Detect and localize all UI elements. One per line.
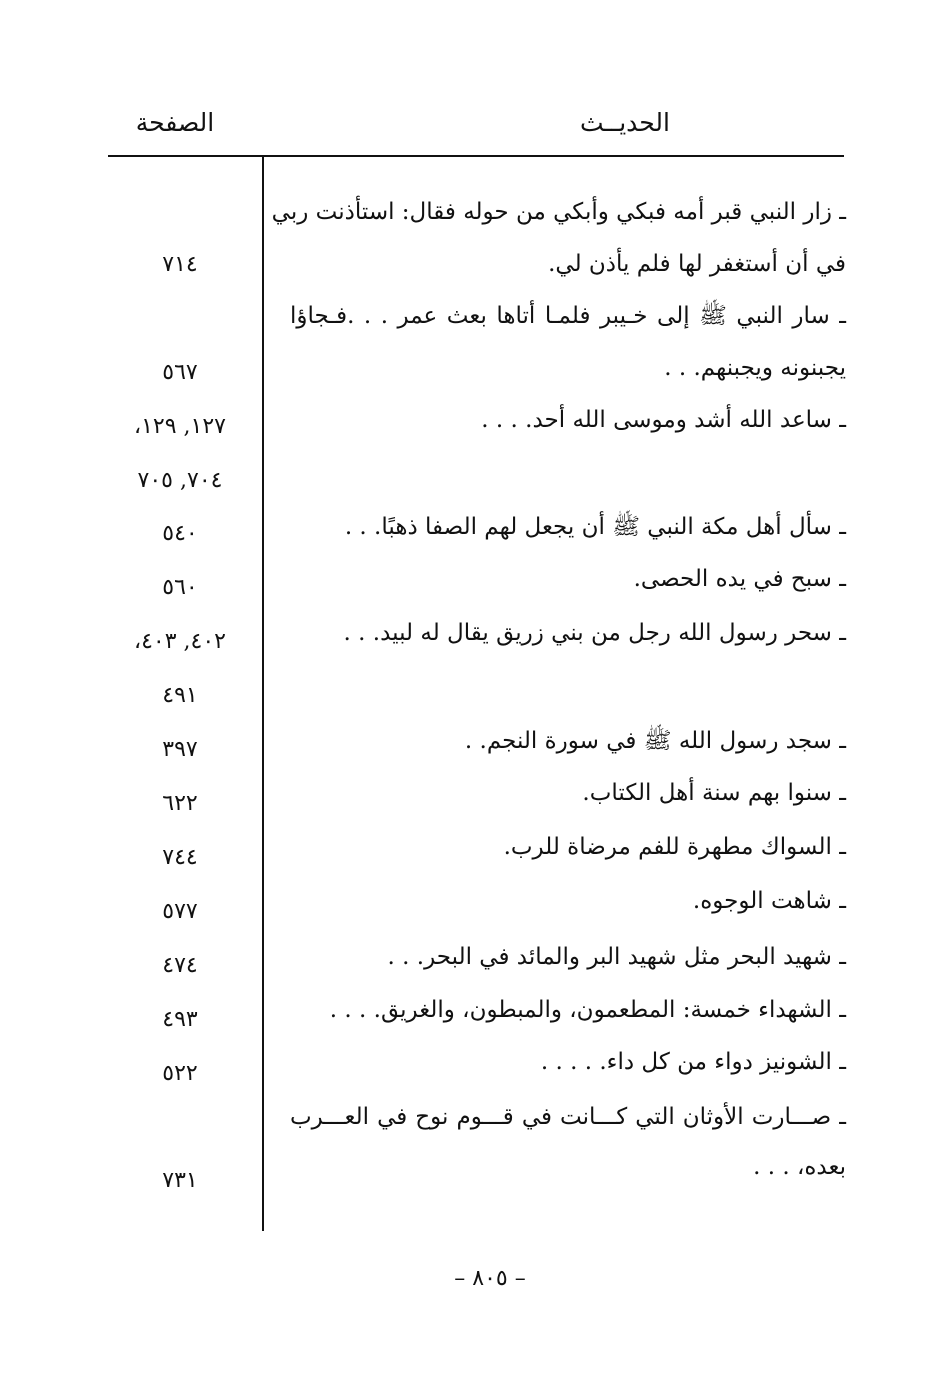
page-number: ٣٩٧ bbox=[162, 737, 198, 762]
hadith-line: ـ سنوا بهم سنة أهل الكتاب. bbox=[582, 780, 846, 806]
hadith-line: يجبنونه ويجبنهم. . . bbox=[664, 355, 846, 381]
page-number: ١٢٧, ١٢٩، bbox=[133, 414, 226, 439]
hadith-line: ـ سبح في يده الحصى. bbox=[633, 566, 846, 592]
hadith-line: في أن أستغفر لها فلم يأذن لي. bbox=[548, 251, 846, 277]
page-number: ٧١٤ bbox=[162, 252, 198, 277]
page-number: ٤٧٤ bbox=[162, 953, 198, 978]
hadith-line: ـ الشونيز دواء من كل داء. . . . . bbox=[540, 1049, 846, 1075]
hadith-line: ـ صـــارت الأوثان التي كـــانت في قـــوم نوح في العـــرب bbox=[290, 1104, 846, 1130]
hadith-line: ـ سأل أهل مكة النبي ﷺ أن يجعل لهم الصفا ذهبًا. . . bbox=[344, 514, 846, 540]
page-number: ٤٠٢, ٤٠٣، bbox=[133, 629, 226, 654]
page-number: ٧٣١ bbox=[162, 1168, 198, 1193]
hadith-line: ـ سحر رسول الله رجل من بني زريق يقال له لبيد. . . bbox=[343, 620, 846, 646]
hadith-line: بعده، . . . bbox=[753, 1154, 846, 1180]
header-divider bbox=[108, 155, 844, 157]
page-number: ٧٠٤, ٧٠٥ bbox=[137, 468, 223, 493]
page-number: ٥٤٠ bbox=[162, 521, 198, 546]
hadith-column-header: الحديــث bbox=[580, 108, 670, 137]
page-number: ٤٩٣ bbox=[162, 1007, 198, 1032]
hadith-line: ـ الشهداء خمسة: المطعمون، والمبطون، والغريق. . . . bbox=[329, 997, 846, 1023]
page-column-header: الصفحة bbox=[135, 108, 215, 137]
hadith-line: ـ سار النبي ﷺ إلى خـيبر فلمـا أتاها بعث عمر . . .فـجاؤا bbox=[290, 303, 846, 329]
column-divider bbox=[262, 156, 264, 1231]
footer-page-number: – ٨٠٥ – bbox=[454, 1266, 526, 1291]
page-number: ٧٤٤ bbox=[162, 845, 198, 870]
page-number: ٥٦٧ bbox=[162, 360, 198, 385]
hadith-line: ـ السواك مطهرة للفم مرضاة للرب. bbox=[503, 834, 846, 860]
hadith-line: ـ سجد رسول الله ﷺ في سورة النجم. . bbox=[464, 728, 846, 754]
hadith-line: ـ شهيد البحر مثل شهيد البر والمائد في البحر. . . bbox=[387, 944, 846, 970]
page-number: ٥٢٢ bbox=[162, 1061, 198, 1086]
page-number: ٥٧٧ bbox=[162, 899, 198, 924]
hadith-line: ـ شاهت الوجوه. bbox=[692, 888, 846, 914]
page-number: ٥٦٠ bbox=[162, 575, 198, 600]
hadith-line: ـ ساعد الله أشد وموسى الله أحد. . . . bbox=[481, 407, 846, 433]
hadith-line: ـ زار النبي قبر أمه فبكي وأبكي من حوله فقال: استأذنت ربي bbox=[271, 199, 846, 225]
page-number: ٤٩١ bbox=[162, 683, 198, 708]
page-number: ٦٢٢ bbox=[162, 791, 198, 816]
